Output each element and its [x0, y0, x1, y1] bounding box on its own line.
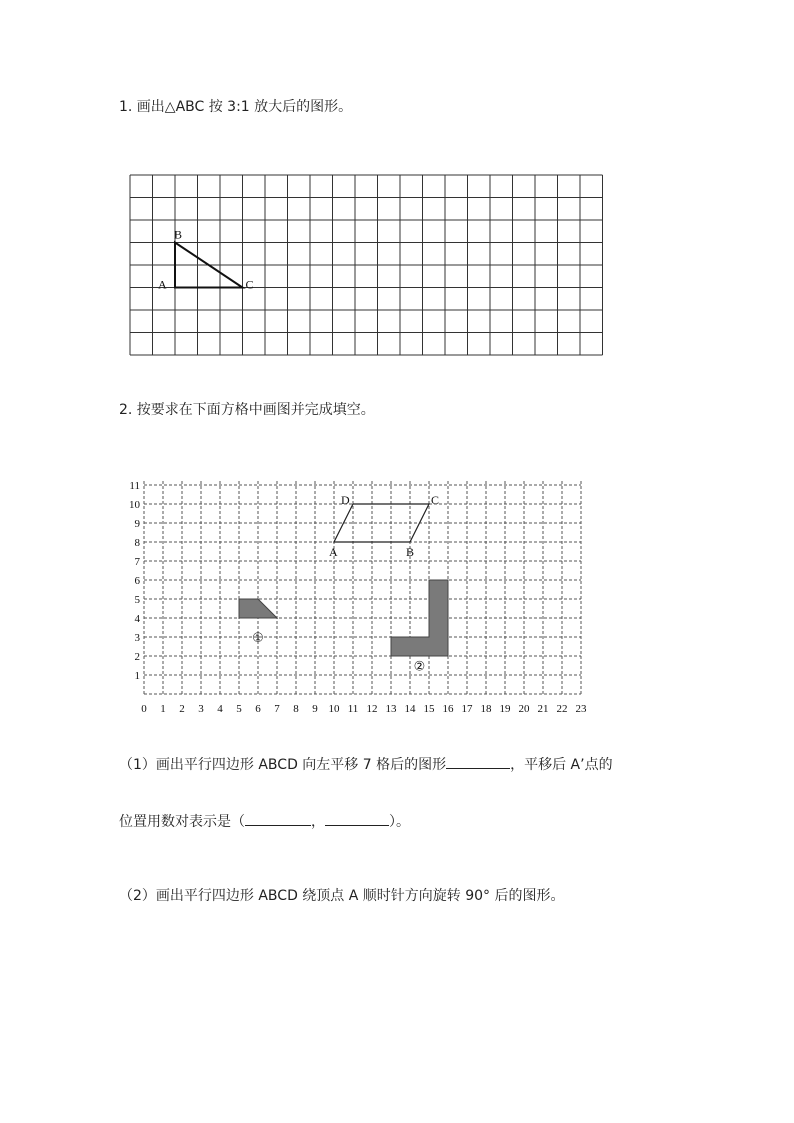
x-tick-label: 13	[385, 703, 397, 715]
grid-figure-1	[120, 170, 620, 365]
sub-question-1-text-d: ）。	[389, 814, 410, 830]
parallelogram-label-c: C	[431, 493, 440, 507]
y-tick-label: 7	[134, 556, 140, 568]
x-tick-label: 23	[575, 703, 587, 715]
y-tick-label: 8	[134, 537, 140, 549]
x-tick-label: 15	[423, 703, 435, 715]
x-tick-label: 10	[328, 703, 340, 715]
question-2-text: 2. 按要求在下面方格中画图并完成填空。	[119, 402, 375, 418]
sub-question-2-text: （2）画出平行四边形 ABCD 绕顶点 A 顺时针方向旋转 90° 后的图形。	[119, 888, 565, 904]
sub-question-1-comma: ，	[311, 814, 325, 830]
x-tick-label: 8	[293, 703, 299, 715]
y-tick-label: 4	[134, 613, 140, 625]
x-tick-label: 14	[404, 703, 416, 715]
x-tick-label: 21	[537, 703, 549, 715]
x-tick-label: 5	[236, 703, 242, 715]
x-tick-label: 3	[198, 703, 204, 715]
y-tick-label: 5	[134, 594, 140, 606]
sub-question-1-text-a: （1）画出平行四边形 ABCD 向左平移 7 格后的图形	[119, 757, 447, 773]
sub-question-1-text-b: ，平移后 A’点的	[510, 757, 613, 773]
y-tick-label: 10	[129, 499, 140, 511]
x-tick-label: 12	[366, 703, 378, 715]
x-tick-label: 18	[480, 703, 492, 715]
parallelogram-label-d: D	[341, 493, 350, 507]
sub-question-1-line-1	[119, 755, 613, 774]
x-tick-label: 1	[160, 703, 166, 715]
coordinate-grid-figure-2	[120, 472, 600, 722]
y-tick-label: 3	[134, 632, 140, 644]
x-tick-label: 19	[499, 703, 511, 715]
x-tick-label: 17	[461, 703, 473, 715]
x-tick-label: 20	[518, 703, 530, 715]
x-tick-label: 9	[312, 703, 318, 715]
x-tick-label: 6	[255, 703, 261, 715]
sub-question-1-text-c: 位置用数对表示是（	[119, 814, 245, 830]
shape-1-label: ①	[252, 631, 264, 646]
triangle-label-a: A	[158, 277, 167, 292]
answer-blank-shape[interactable]	[446, 755, 510, 769]
y-tick-label: 11	[129, 480, 140, 492]
answer-blank-y[interactable]	[325, 812, 389, 826]
x-tick-label: 7	[274, 703, 280, 715]
triangle-label-b: B	[174, 227, 183, 242]
shaded-shape-1	[239, 599, 277, 618]
x-tick-label: 4	[217, 703, 223, 715]
y-tick-label: 9	[134, 518, 140, 530]
y-tick-label: 1	[134, 670, 140, 682]
y-tick-label: 2	[134, 651, 140, 663]
x-tick-label: 16	[442, 703, 454, 715]
question-1-text: 1. 画出△ABC 按 3:1 放大后的图形。	[119, 99, 353, 115]
y-tick-label: 6	[134, 575, 140, 587]
shape-2-label: ②	[413, 659, 426, 675]
sub-question-1-line-2	[119, 812, 410, 831]
answer-blank-x[interactable]	[245, 812, 311, 826]
parallelogram-label-a: A	[329, 545, 338, 559]
triangle-label-c: C	[245, 277, 254, 292]
x-tick-label: 22	[556, 703, 568, 715]
x-tick-label: 0	[141, 703, 147, 715]
parallelogram-label-b: B	[406, 545, 415, 559]
x-tick-label: 2	[179, 703, 185, 715]
x-tick-label: 11	[347, 703, 359, 715]
